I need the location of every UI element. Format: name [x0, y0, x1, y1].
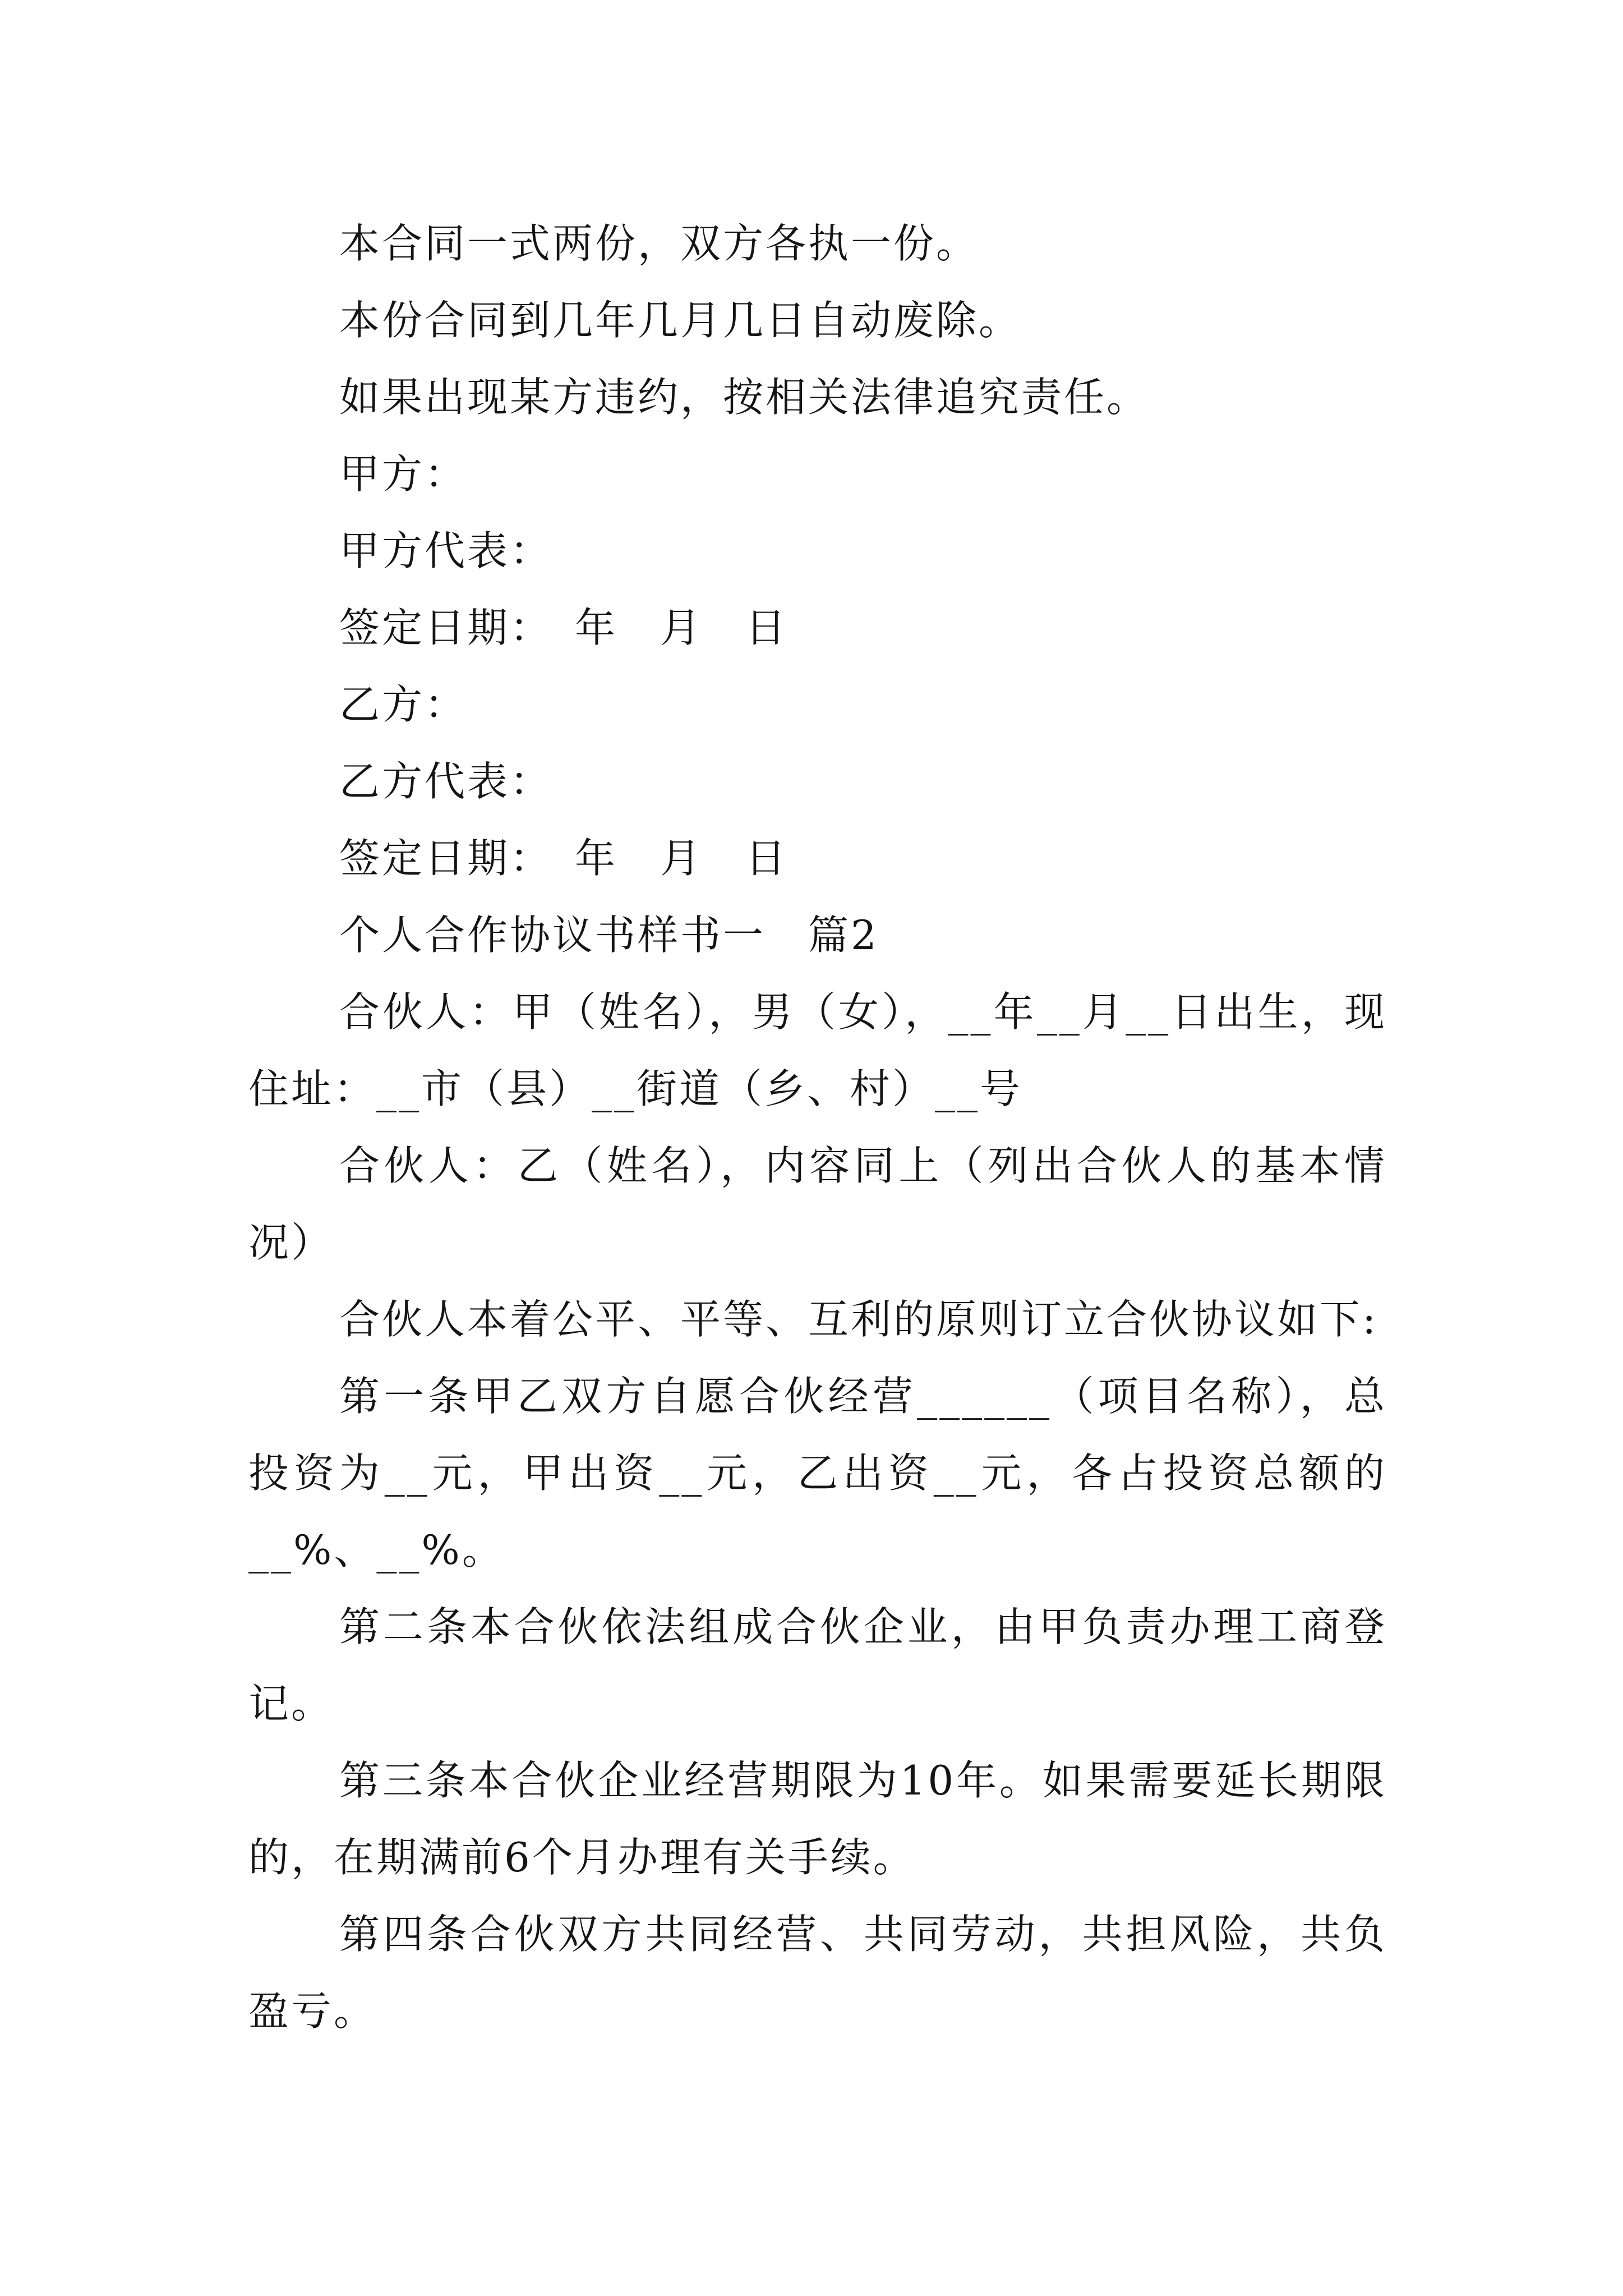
- article-2-paragraph: 第二条本合伙依法组成合伙企业，由甲负责办理工商登记。: [248, 1603, 1387, 1727]
- party-b-label: 乙方：: [339, 681, 468, 728]
- agreement-intro-paragraph: 合伙人本着公平、平等、互利的原则订立合伙协议如下:: [339, 1296, 1378, 1343]
- text-line: 本份合同到几年几月几日自动废除。: [339, 297, 1022, 344]
- party-a-representative-label: 甲方代表：: [339, 527, 553, 574]
- document-body: [248, 205, 1387, 2050]
- text-line: 如果出现某方违约，按相关法律追究责任。: [339, 374, 1150, 421]
- party-a-label: 甲方：: [339, 450, 468, 498]
- party-b-representative-label: 乙方代表：: [339, 758, 553, 805]
- article-1-paragraph: 第一条甲乙双方自愿合伙经营______（项目名称），总投资为__元，甲出资__元，乙出资__元，各占投资总额的__%、__%。: [248, 1373, 1387, 1573]
- signing-date-b: 签定日期： 年 月 日: [339, 835, 789, 882]
- partner-b-paragraph: 合伙人：乙（姓名），内容同上（列出合伙人的基本情况）: [248, 1142, 1387, 1266]
- partner-a-paragraph: 合伙人：甲（姓名），男（女），__年__月__日出生，现住址：__市（县）__街道（乡、村）__号: [248, 988, 1387, 1112]
- article-3-paragraph: 第三条本合伙企业经营期限为10年。如果需要延长期限的，在期满前6个月办理有关手续。: [248, 1757, 1387, 1881]
- signing-date-a: 签定日期： 年 月 日: [339, 604, 789, 651]
- article-4-paragraph: 第四条合伙双方共同经营、共同劳动，共担风险，共负盈亏。: [248, 1911, 1387, 2035]
- section-heading: 个人合作协议书样书一 篇2: [339, 912, 879, 959]
- text-line: 本合同一式两份，双方各执一份。: [339, 220, 979, 267]
